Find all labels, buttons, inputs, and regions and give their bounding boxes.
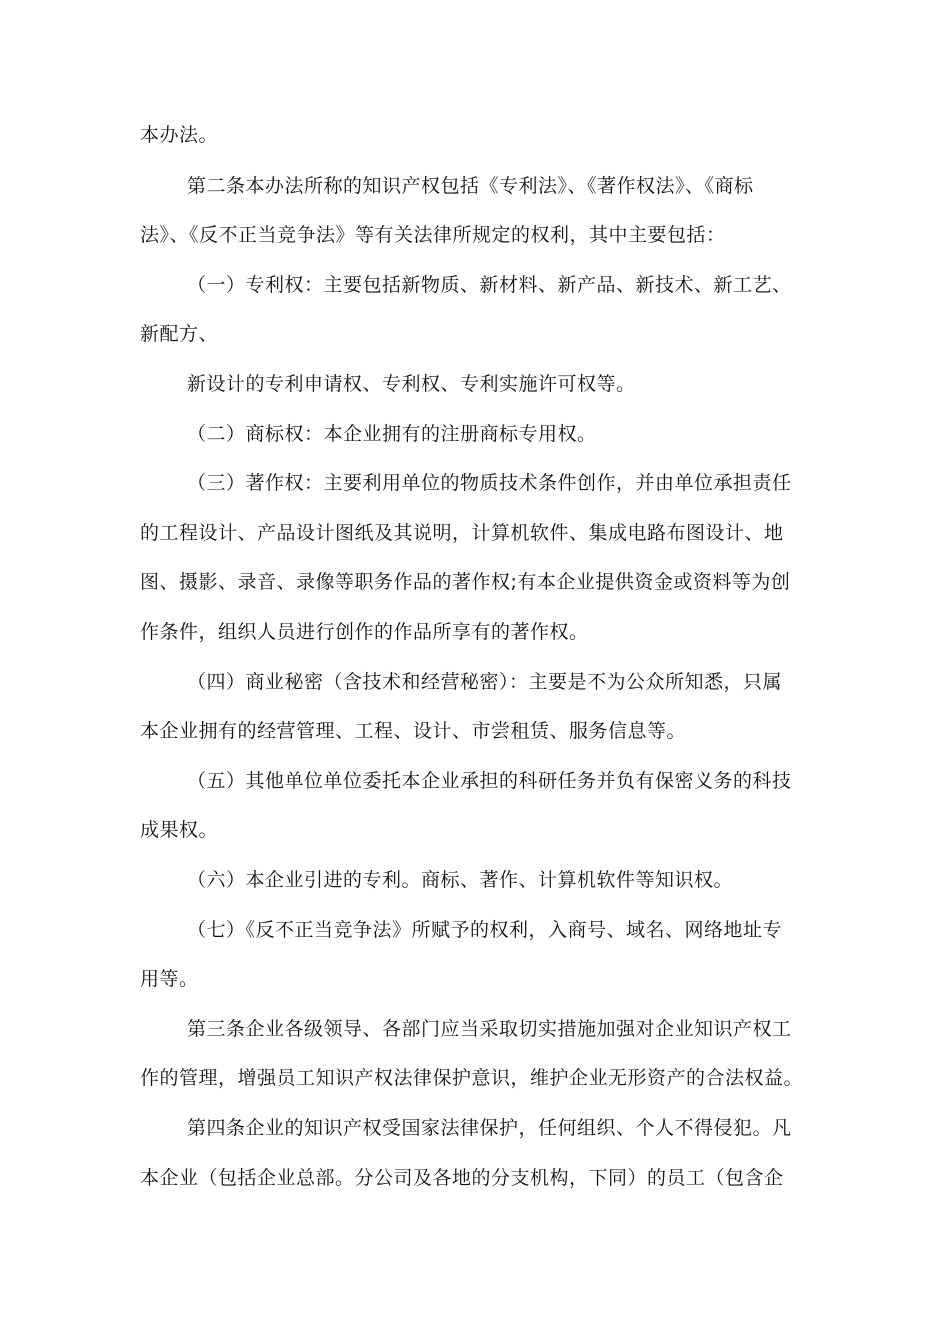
text-line: 图、摄影、录音、录像等职务作品的著作权;有本企业提供资金或资料等为创: [140, 571, 791, 593]
text-line: 作条件，组织人员进行创作的作品所享有的著作权。: [140, 621, 589, 643]
item-3-line: （三）著作权：主要利用单位的物质技术条件创作，并由单位承担责任: [187, 472, 792, 494]
text-line: 成果权。: [140, 819, 219, 841]
text-line: 作的管理，增强员工知识产权法律保护意识，维护企业无形资产的合法权益。: [140, 1067, 804, 1089]
item-1-line: （一）专利权：主要包括新物质、新材料、新产品、新技术、新工艺、: [187, 274, 792, 296]
article-2-line: 第二条本办法所称的知识产权包括《专利法》、《著作权法》、《商标: [187, 175, 754, 197]
item-6-line: （六）本企业引进的专利。商标、著作、计算机软件等知识权。: [187, 869, 734, 891]
text-line: 新配方、: [140, 323, 219, 345]
text-line: 用等。: [140, 968, 199, 990]
article-3-line: 第三条企业各级领导、各部门应当采取切实措施加强对企业知识产权工: [187, 1018, 792, 1040]
text-line: 新设计的专利申请权、专利权、专利实施许可权等。: [187, 373, 636, 395]
text-line: 本企业拥有的经营管理、工程、设计、市尝租赁、服务信息等。: [140, 720, 687, 742]
text-line: 本企业（包括企业总部。分公司及各地的分支机构，下同）的员工（包含企: [140, 1167, 784, 1189]
item-7-line: （七）《反不正当竞争法》所赋予的权利，入商号、域名、网络地址专: [187, 919, 783, 941]
text-line: 的工程设计、产品设计图纸及其说明，计算机软件、集成电路布图设计、地: [140, 522, 784, 544]
article-4-line: 第四条企业的知识产权受国家法律保护，任何组织、个人不得侵犯。凡: [187, 1117, 792, 1139]
item-4-line: （四）商业秘密（含技术和经营秘密）：主要是不为公众所知悉，只属: [187, 671, 783, 693]
text-line: 本办法。: [140, 124, 219, 146]
item-2-line: （二）商标权：本企业拥有的注册商标专用权。: [187, 423, 597, 445]
text-line: 法》、《反不正当竞争法》等有关法律所规定的权利，其中主要包括：: [140, 224, 726, 246]
item-5-line: （五）其他单位单位委托本企业承担的科研任务并负有保密义务的科技: [187, 770, 792, 792]
